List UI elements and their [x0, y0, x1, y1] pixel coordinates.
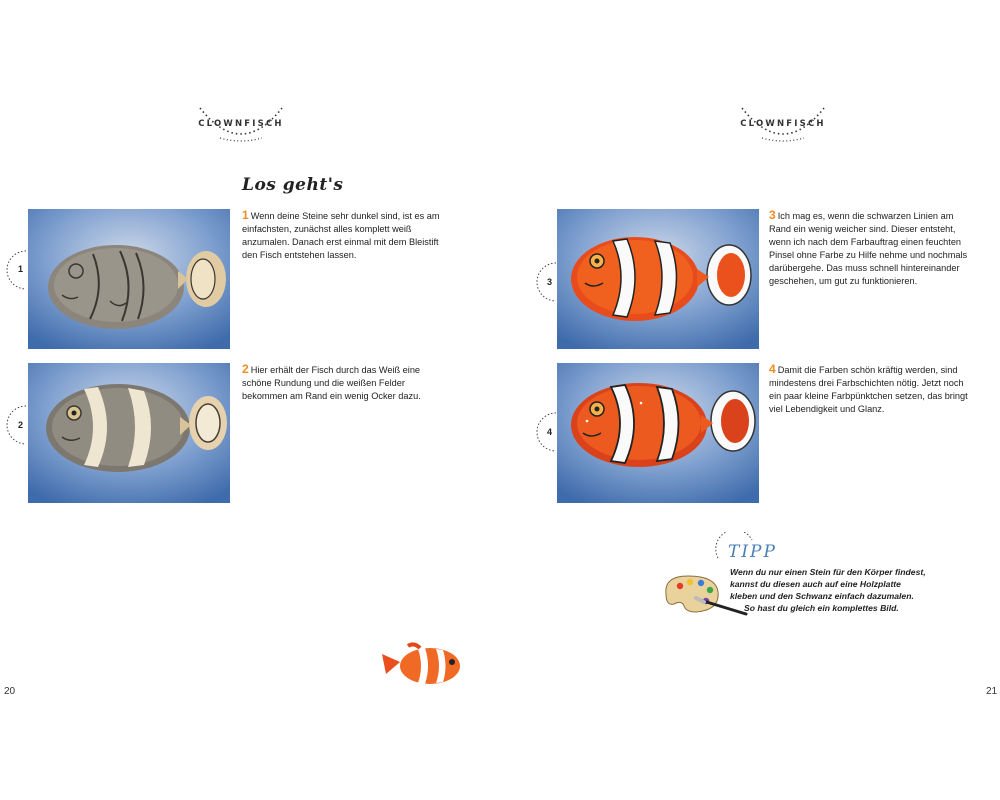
- step-badge-number: 3: [547, 277, 553, 287]
- step-text-4: [769, 363, 974, 416]
- clownfish-illustration: [378, 640, 464, 688]
- step-badge-number: 1: [18, 264, 24, 274]
- step-number: 3: [769, 208, 776, 222]
- tip-text: [730, 566, 930, 614]
- step-number: 4: [769, 362, 776, 376]
- step-badge-2: [6, 405, 36, 445]
- step-badge-1: [6, 250, 36, 290]
- step-text-1: [242, 209, 447, 262]
- page-heading: Los geht's: [242, 175, 344, 195]
- step-description: Ich mag es, wenn die schwarzen Linien am Rand ein wenig weicher sind. Dieser entsteht, wenn ich nach dem Farbauftrag einen feuchten Pinsel ohne Farbe zu Hilfe nehme und nochmals darübergehe. Das muss schnell hintereinander geschehen, um gut zu funktionieren.: [769, 211, 968, 286]
- page-number-right: 21: [986, 686, 998, 697]
- step-number: 2: [242, 362, 249, 376]
- step-description: Wenn deine Steine sehr dunkel sind, ist es am einfachsten, zunächst alles komplett weiß anzumalen. Danach erst einmal mit dem Bleistift den Fisch entstehen lassen.: [242, 211, 440, 260]
- tip-line: kleben und den Schwanz einfach dazumalen.: [730, 591, 914, 601]
- step-badge-4: [536, 412, 566, 452]
- step-badge-number: 4: [547, 427, 553, 437]
- tip-line: Wenn du nur einen Stein für den Körper findest,: [730, 567, 926, 577]
- step-description: Damit die Farben schön kräftig werden, sind mindestens drei Farbschichten nötig. Jetzt noch ein paar kleine Farbpünktchen setzen, das bringt viel Lebendigkeit und Glanz.: [769, 365, 968, 414]
- step-description: Hier erhält der Fisch durch das Weiß eine schöne Rundung und die weißen Felder bekommen am Rand ein wenig Ocker dazu.: [242, 365, 421, 401]
- tip-line: So hast du gleich ein komplettes Bild.: [744, 603, 899, 613]
- section-emblem-right: [728, 98, 838, 148]
- step-photo-4: [557, 363, 759, 503]
- step-text-3: [769, 209, 974, 288]
- step-photo-3: [557, 209, 759, 349]
- tip-title: TIPP: [728, 542, 777, 562]
- step-number: 1: [242, 208, 249, 222]
- palette-icon: [660, 570, 750, 618]
- page-number-left: 20: [4, 686, 16, 697]
- step-badge-number: 2: [18, 420, 24, 430]
- section-emblem-left: [186, 98, 296, 148]
- tip-line: kannst du diesen auch auf eine Holzplatte: [730, 579, 901, 589]
- step-photo-2: [28, 363, 230, 503]
- step-badge-3: [536, 262, 566, 302]
- section-title: CLOWNFISCH: [740, 119, 826, 129]
- step-text-2: [242, 363, 447, 403]
- section-title: CLOWNFISCH: [198, 119, 284, 129]
- step-photo-1: [28, 209, 230, 349]
